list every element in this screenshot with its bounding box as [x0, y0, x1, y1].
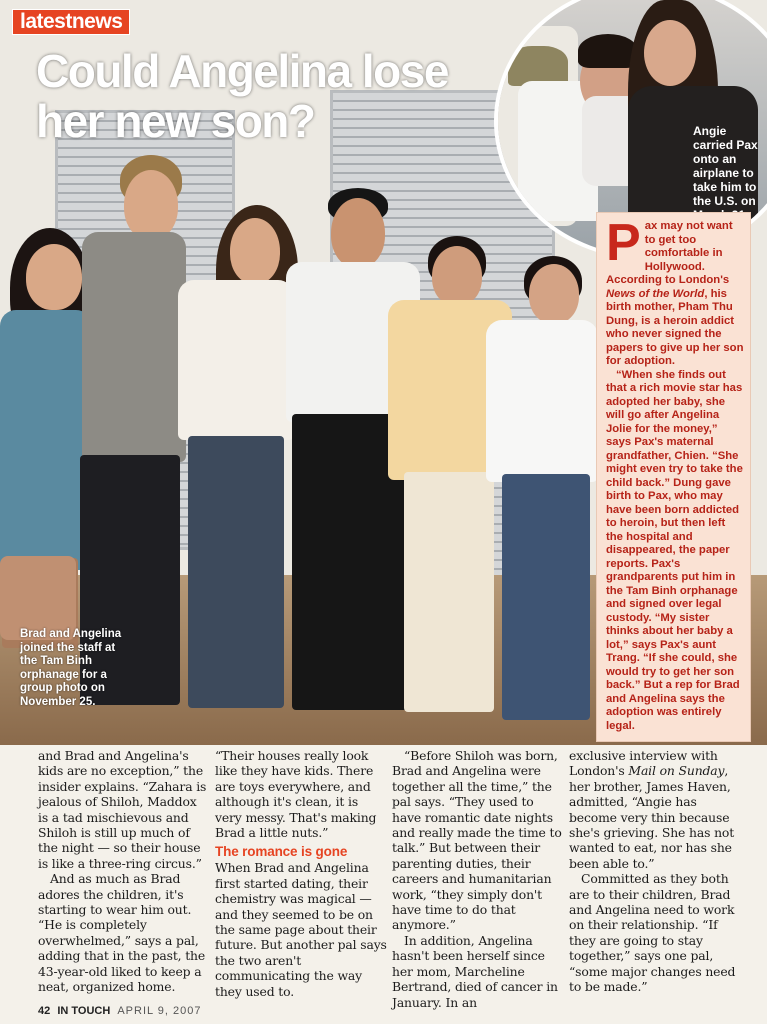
subhead: The romance is gone — [215, 844, 348, 860]
body-paragraph: “Their houses really look like they have kids. There are toys everywhere, and although it's clean, it is very messy. That's making Brad a little nuts.” — [215, 748, 377, 841]
text-column-1 — [38, 748, 210, 995]
body-paragraph: and Brad and Angelina's kids are no exception,” the insider explains. “Zahara is jealous of Shiloh, Maddox is a tad mischievous and Shiloh is still up much of the night — so their house is like a three-ring circus.” — [38, 748, 207, 871]
sidebar-paragraph: “When she finds out that a rich movie star has adopted her baby, she will go after Angelina Jolie for the money,” says Pax's maternal grandfather, Chien. “She might even try to take the child back.” Dung gave birth to Pax, who may have been born addicted to heroin, but then left the hospital and disappeared, the paper reports. Pax's grandparents put him in the Tam Binh orphanage and signed over legal custody. “My sister thinks about her baby a lot,” says Pax's aunt Trang. “If she could, she would try to get her son back.” But a rep for Brad and Angelina says the adoption was entirely legal. — [606, 368, 743, 732]
body-paragraph: exclusive interview with London's Mail on Sunday, her brother, James Haven, admitted, “Angie has become very thin because she's grieving. She has not wanted to eat, nor has she been able to.” — [569, 748, 735, 871]
body-paragraph: When Brad and Angelina first started dating, their chemistry was magical — and they seemed to be on the same page about their future. But another pal says the two aren't communicating the way they used to. — [215, 860, 387, 999]
page-number: 42 — [38, 1005, 51, 1017]
photo-caption: Brad and Angelina joined the staff at the Tam Binh orphanage for a group photo on November 25. — [20, 628, 122, 708]
issue-date: APRIL 9, 2007 — [117, 1005, 202, 1017]
body-paragraph: In addition, Angelina hasn't been herself since her mom, Marcheline Bertrand, died of cancer in January. In an — [392, 932, 558, 1010]
body-paragraph: “Before Shiloh was born, Brad and Angelina were together all the time,” the pal says. “They used to have romantic date nights and really made the time to talk.” But between their parenting duties, their careers and humanitarian work, “they simply don't have time to do that anymore.” — [392, 748, 562, 933]
text-column-4 — [569, 748, 741, 995]
text-column-2 — [215, 748, 387, 999]
inset-caption: Angie carried Pax onto an airplane to take him to the U.S. on — [693, 124, 758, 208]
section-tag: latestnews — [12, 9, 130, 35]
body-paragraph: And as much as Brad adores the children, it's starting to wear him out. “He is completely overwhelmed,” says a pal, adding that in the past, the 43-year-old liked to keep a neat, organized home. — [38, 871, 206, 995]
drop-cap: P — [606, 214, 641, 272]
sidebar-paragraph: ax may not want to get too comfortable in Hollywood. According to London's News of the World, his birth mother, Pham Thu Dung, is a heroin addict who never signed the papers to give up her son for adoption. — [606, 220, 744, 367]
magazine-name: IN TOUCH — [57, 1005, 111, 1017]
body-paragraph: Committed as they both are to their children, Brad and Angelina need to work on their relationship. “If they are going to stay together,” says one pal, “some major changes need to be made.” — [569, 871, 736, 995]
headline: Could Angelina lose her new son? — [36, 45, 448, 147]
page-footer — [38, 1005, 201, 1017]
text-column-3 — [392, 748, 564, 1010]
sidebar-box — [596, 212, 751, 742]
